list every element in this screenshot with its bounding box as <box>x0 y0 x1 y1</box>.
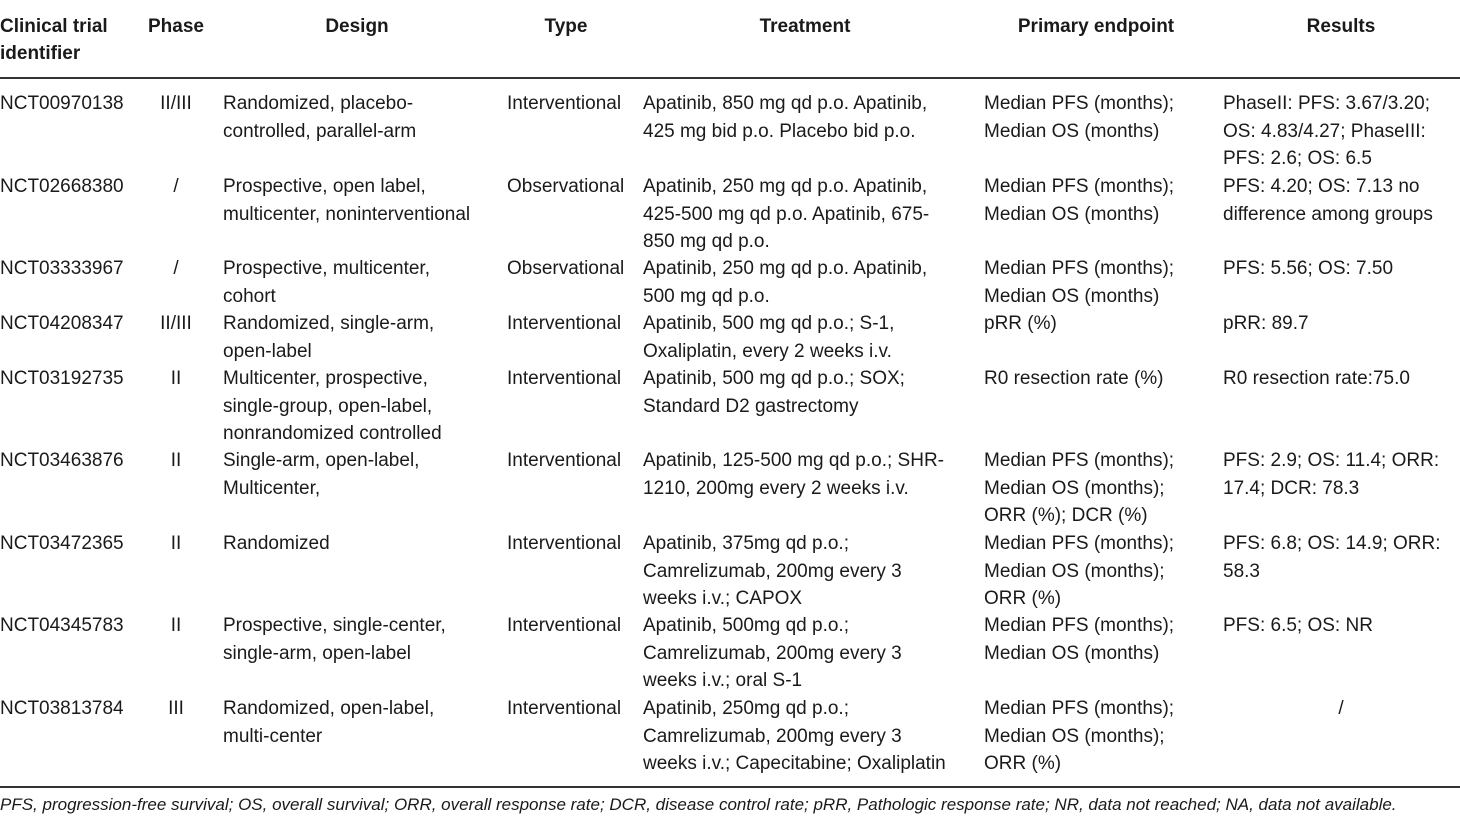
row9-endpoint: Median PFS (months); Median OS (months); ORR (%) <box>984 698 1175 774</box>
row4-identifier: NCT04208347 <box>0 313 124 334</box>
row9-identifier: NCT03813784 <box>0 698 124 719</box>
row3-treatment: Apatinib, 250 mg qd p.o. Apatinib, 500 mg qd p.o. <box>643 258 928 307</box>
row2-identifier: NCT02668380 <box>0 176 124 197</box>
row7-design: Randomized <box>223 533 330 554</box>
header-phase: Phase <box>148 16 204 37</box>
row5-results: R0 resection rate:75.0 <box>1223 368 1410 389</box>
header-primary-endpoint: Primary endpoint <box>1017 16 1175 37</box>
row6-design: Single-arm, open-label, Multicenter, <box>223 450 420 499</box>
row3-results: PFS: 5.56; OS: 7.50 <box>1223 258 1394 279</box>
row7-phase: II <box>170 533 182 554</box>
row6-phase: II <box>170 450 182 471</box>
row5-identifier: NCT03192735 <box>0 368 124 389</box>
row6-identifier: NCT03463876 <box>0 450 124 471</box>
row9-type: Interventional <box>507 698 622 719</box>
row1-endpoint: Median PFS (months); Median OS (months) <box>984 93 1175 142</box>
row2-type: Observational <box>507 176 625 197</box>
table-bottom-rule <box>0 786 1460 788</box>
row1-treatment: Apatinib, 850 mg qd p.o. Apatinib, 425 mg bid p.o. Placebo bid p.o. <box>643 93 928 142</box>
row1-identifier: NCT00970138 <box>0 93 124 114</box>
table-footnote: PFS, progression-free survival; OS, overall survival; ORR, overall response rate; DCR, disease control rate; pRR, Pathologic response rate; NR, data not reached; NA, data not available. <box>0 795 1397 814</box>
row5-type: Interventional <box>507 368 622 389</box>
row2-design: Prospective, open label, multicenter, noninterventional <box>223 176 471 225</box>
row6-endpoint: Median PFS (months); Median OS (months); ORR (%); DCR (%) <box>984 450 1175 526</box>
row9-results: / <box>1338 698 1344 719</box>
header-design: Design <box>325 16 389 37</box>
row8-results: PFS: 6.5; OS: NR <box>1223 615 1373 636</box>
row7-identifier: NCT03472365 <box>0 533 124 554</box>
row9-design: Randomized, open-label, multi-center <box>223 698 435 747</box>
header-results: Results <box>1306 16 1376 37</box>
row5-treatment: Apatinib, 500 mg qd p.o.; SOX; Standard D2 gastrectomy <box>643 368 905 417</box>
row3-phase: / <box>173 258 179 279</box>
row2-phase: / <box>173 176 179 197</box>
row8-design: Prospective, single-center, single-arm, open-label <box>223 615 446 664</box>
row5-design: Multicenter, prospective, single-group, open-label, nonrandomized controlled <box>223 368 442 444</box>
row2-results: PFS: 4.20; OS: 7.13 no difference among groups <box>1223 176 1433 225</box>
row9-phase: III <box>168 698 184 719</box>
row2-endpoint: Median PFS (months); Median OS (months) <box>984 176 1175 225</box>
row7-treatment: Apatinib, 375mg qd p.o.; Camrelizumab, 200mg every 3 weeks i.v.; CAPOX <box>643 533 902 609</box>
row6-type: Interventional <box>507 450 622 471</box>
row6-results: PFS: 2.9; OS: 11.4; ORR: 17.4; DCR: 78.3 <box>1223 450 1440 499</box>
header-treatment: Treatment <box>759 16 851 37</box>
row2-treatment: Apatinib, 250 mg qd p.o. Apatinib, 425-500 mg qd p.o. Apatinib, 675- 850 mg qd p.o. <box>643 176 930 252</box>
row8-treatment: Apatinib, 500mg qd p.o.; Camrelizumab, 200mg every 3 weeks i.v.; oral S-1 <box>643 615 902 691</box>
row4-treatment: Apatinib, 500 mg qd p.o.; S-1, Oxaliplatin, every 2 weeks i.v. <box>643 313 895 362</box>
row8-identifier: NCT04345783 <box>0 615 124 636</box>
row7-endpoint: Median PFS (months); Median OS (months); ORR (%) <box>984 533 1175 609</box>
row6-treatment: Apatinib, 125-500 mg qd p.o.; SHR- 1210, 200mg every 2 weeks i.v. <box>643 450 945 499</box>
row1-phase: II/III <box>160 93 192 114</box>
row4-type: Interventional <box>507 313 622 334</box>
row3-design: Prospective, multicenter, cohort <box>223 258 430 307</box>
row1-results: PhaseII: PFS: 3.67/3.20; OS: 4.83/4.27; PhaseIII: PFS: 2.6; OS: 6.5 <box>1223 93 1431 169</box>
row1-type: Interventional <box>507 93 622 114</box>
row4-results: pRR: 89.7 <box>1223 313 1309 334</box>
row4-phase: II/III <box>160 313 192 334</box>
row9-treatment: Apatinib, 250mg qd p.o.; Camrelizumab, 200mg every 3 weeks i.v.; Capecitabine; Oxaliplatin <box>643 698 946 774</box>
row3-type: Observational <box>507 258 625 279</box>
header-divider <box>0 77 1460 79</box>
row3-endpoint: Median PFS (months); Median OS (months) <box>984 258 1175 307</box>
row7-type: Interventional <box>507 533 622 554</box>
row1-design: Randomized, placebo- controlled, parallel-arm <box>223 93 417 142</box>
header-type: Type <box>544 16 588 37</box>
row3-identifier: NCT03333967 <box>0 258 124 279</box>
row8-endpoint: Median PFS (months); Median OS (months) <box>984 615 1175 664</box>
row5-phase: II <box>170 368 182 389</box>
row4-design: Randomized, single-arm, open-label <box>223 313 435 362</box>
row8-type: Interventional <box>507 615 622 636</box>
row7-results: PFS: 6.8; OS: 14.9; ORR: 58.3 <box>1223 533 1441 582</box>
header-identifier: Clinical trial identifier <box>0 16 108 64</box>
row5-endpoint: R0 resection rate (%) <box>984 368 1164 389</box>
row8-phase: II <box>170 615 182 636</box>
row4-endpoint: pRR (%) <box>984 313 1057 334</box>
